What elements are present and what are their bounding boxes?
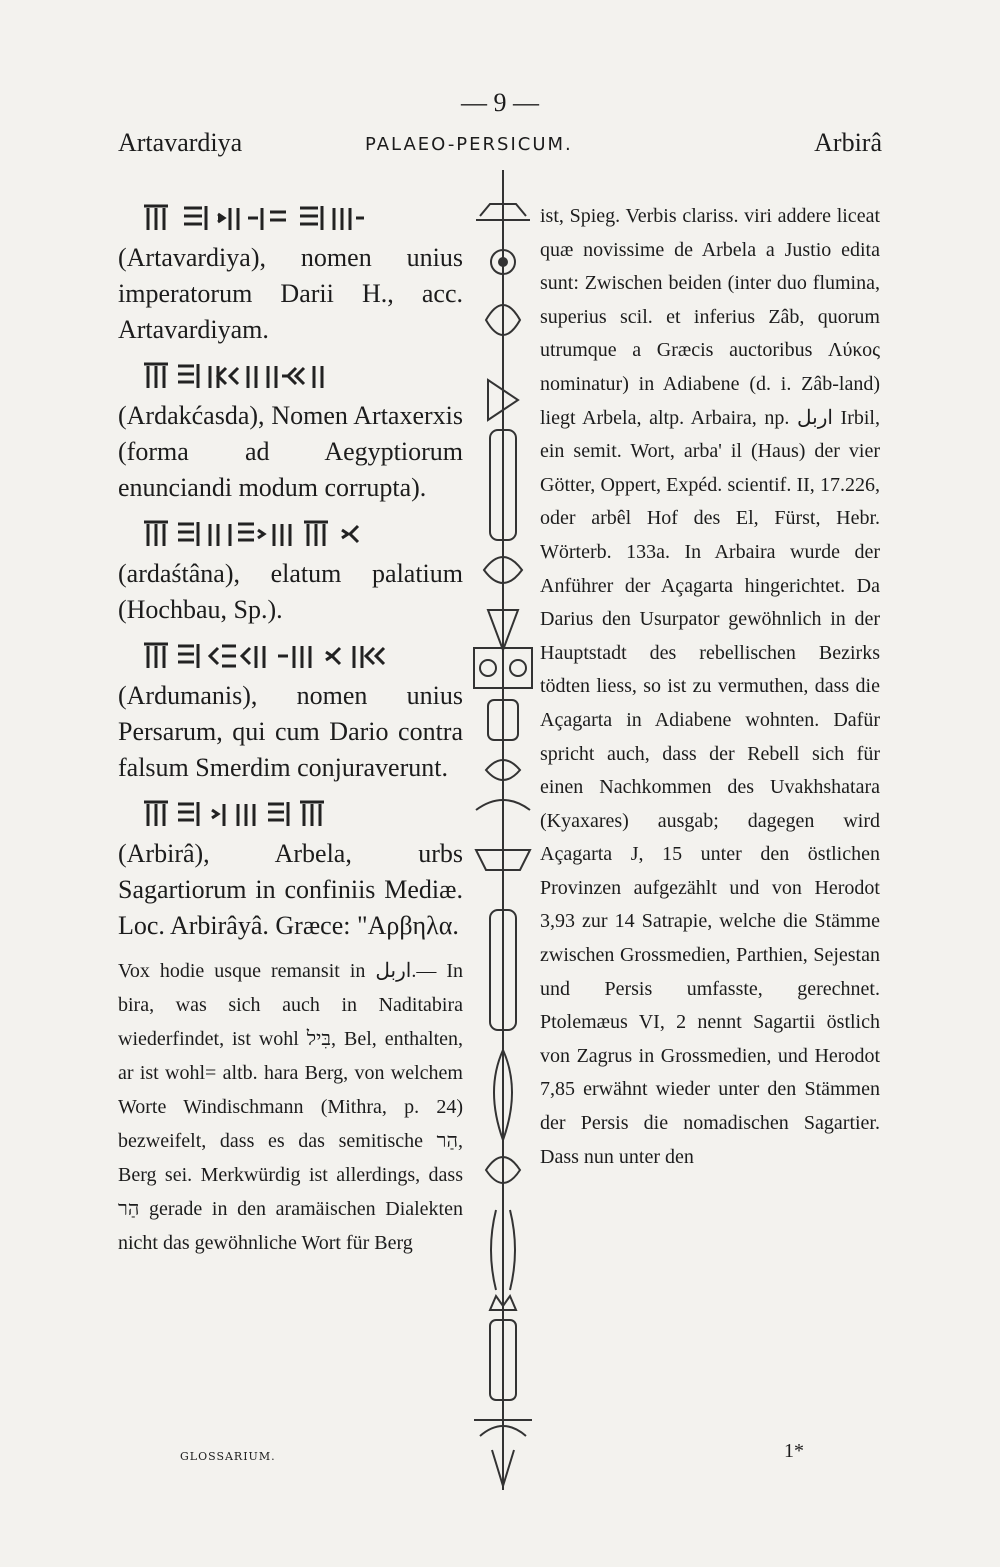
entry-ardumanis: (Ardumanis), nomen unius Persarum, qui cum Dario contra falsum Smerdim conjuraverunt. [118,681,463,782]
entry-artavardiya: (Artavardiya), nomen unius imperatorum Darii H., acc. Artavardiyam. [118,243,463,344]
running-head-center: PALAEO-PERSICUM. [365,134,573,155]
entry-ardakcasda: (Ardakćasda), Nomen Artaxerxis (forma ad Aegyptiorum enunciandi modum corrupta). [118,401,463,502]
cuneiform-ardumanis-icon [118,638,463,672]
signature-mark: GLOSSARIUM. [180,1450,276,1463]
cuneiform-ardastana-icon [118,516,463,550]
entry-ardastana: (ardaśtâna), elatum palatium (Hochbau, Sp.). [118,559,463,624]
running-head-right: Arbirâ [814,128,882,157]
running-head-left: Artavardiya [118,128,243,157]
left-column [118,200,463,1270]
cuneiform-arbira-icon [118,796,463,830]
cuneiform-ardakcasda-icon [118,358,463,392]
right-column [540,200,880,1174]
entry-vox-hodie: Vox hodie usque remansit in اربل.— In bira, was sich auch in Naditabira wiederfindet, ist wohl בִּיל, Bel, enthalten, ar ist wohl= altb. hara Berg, von welchem Worte Windischmann (Mithra, p. 24) bezweifelt, dass es das semitische הַר, Berg sei. Merkwürdig ist allerdings, dass הַר gerade in den aramäischen Dialekten nicht das gewöhnliche Wort für Berg [118,960,464,1254]
ornamental-column-icon [466,170,540,1490]
cuneiform-artavardiya-icon [118,200,463,234]
entry-arbira: (Arbirâ), Arbela, urbs Sagartiorum in confiniis Mediæ. Loc. Arbirâyâ. Græce: "Αρβηλα. [118,839,463,940]
page-number: — 9 — [461,88,539,117]
sheet-mark: 1* [784,1440,804,1462]
right-column-text: ist, Spieg. Verbis clariss. viri addere liceat quæ novissime de Arbela a Justio edita sunt: Zwischen beiden (inter duo flumina, superius scil. et inferius Zâb, quorum utrumque a Græcis auctoribus Λύκος nominatur) in Adiabene (d. i. Zâb-land) liegt Arbela, altp. Arbaira, np. اربل Irbil, ein semit. Wort, arba' il (Haus) der vier Götter, Oppert, Expéd. scientif. II, 17.226, oder arbêl Hof des El, Fürst, Hebr. Wörterb. 133a. In Arbaira wurde der Anführer der Açagarta hingerichtet. Da Darius den Usurpator gewöhnlich in der Hauptstadt des rebellischen Bezirks tödten liess, so ist zu vermuthen, dass die Açagarta in Adiabene wohnten. Dafür spricht auch, dass der Rebell sich für einen Nachkommen des Uvakhshatara (Kyaxares) ausgab; dagegen wird Açagarta J, 15 unter den östlichen Provinzen aufgezählt und von Herodot 3,93 zur 14 Satrapie, welche die Stämme zwischen Grossmedien, Parthien, Sejestan und Persis umfasste, gerechnet. Ptolemæus VI, 2 nennt Sagartii östlich von Zagrus in Grossmedien, und Herodot 7,85 erwähnt wieder unter den Stämmen der Persis die nomadischen Sagartier. Dass nun unter den [540,205,880,1168]
